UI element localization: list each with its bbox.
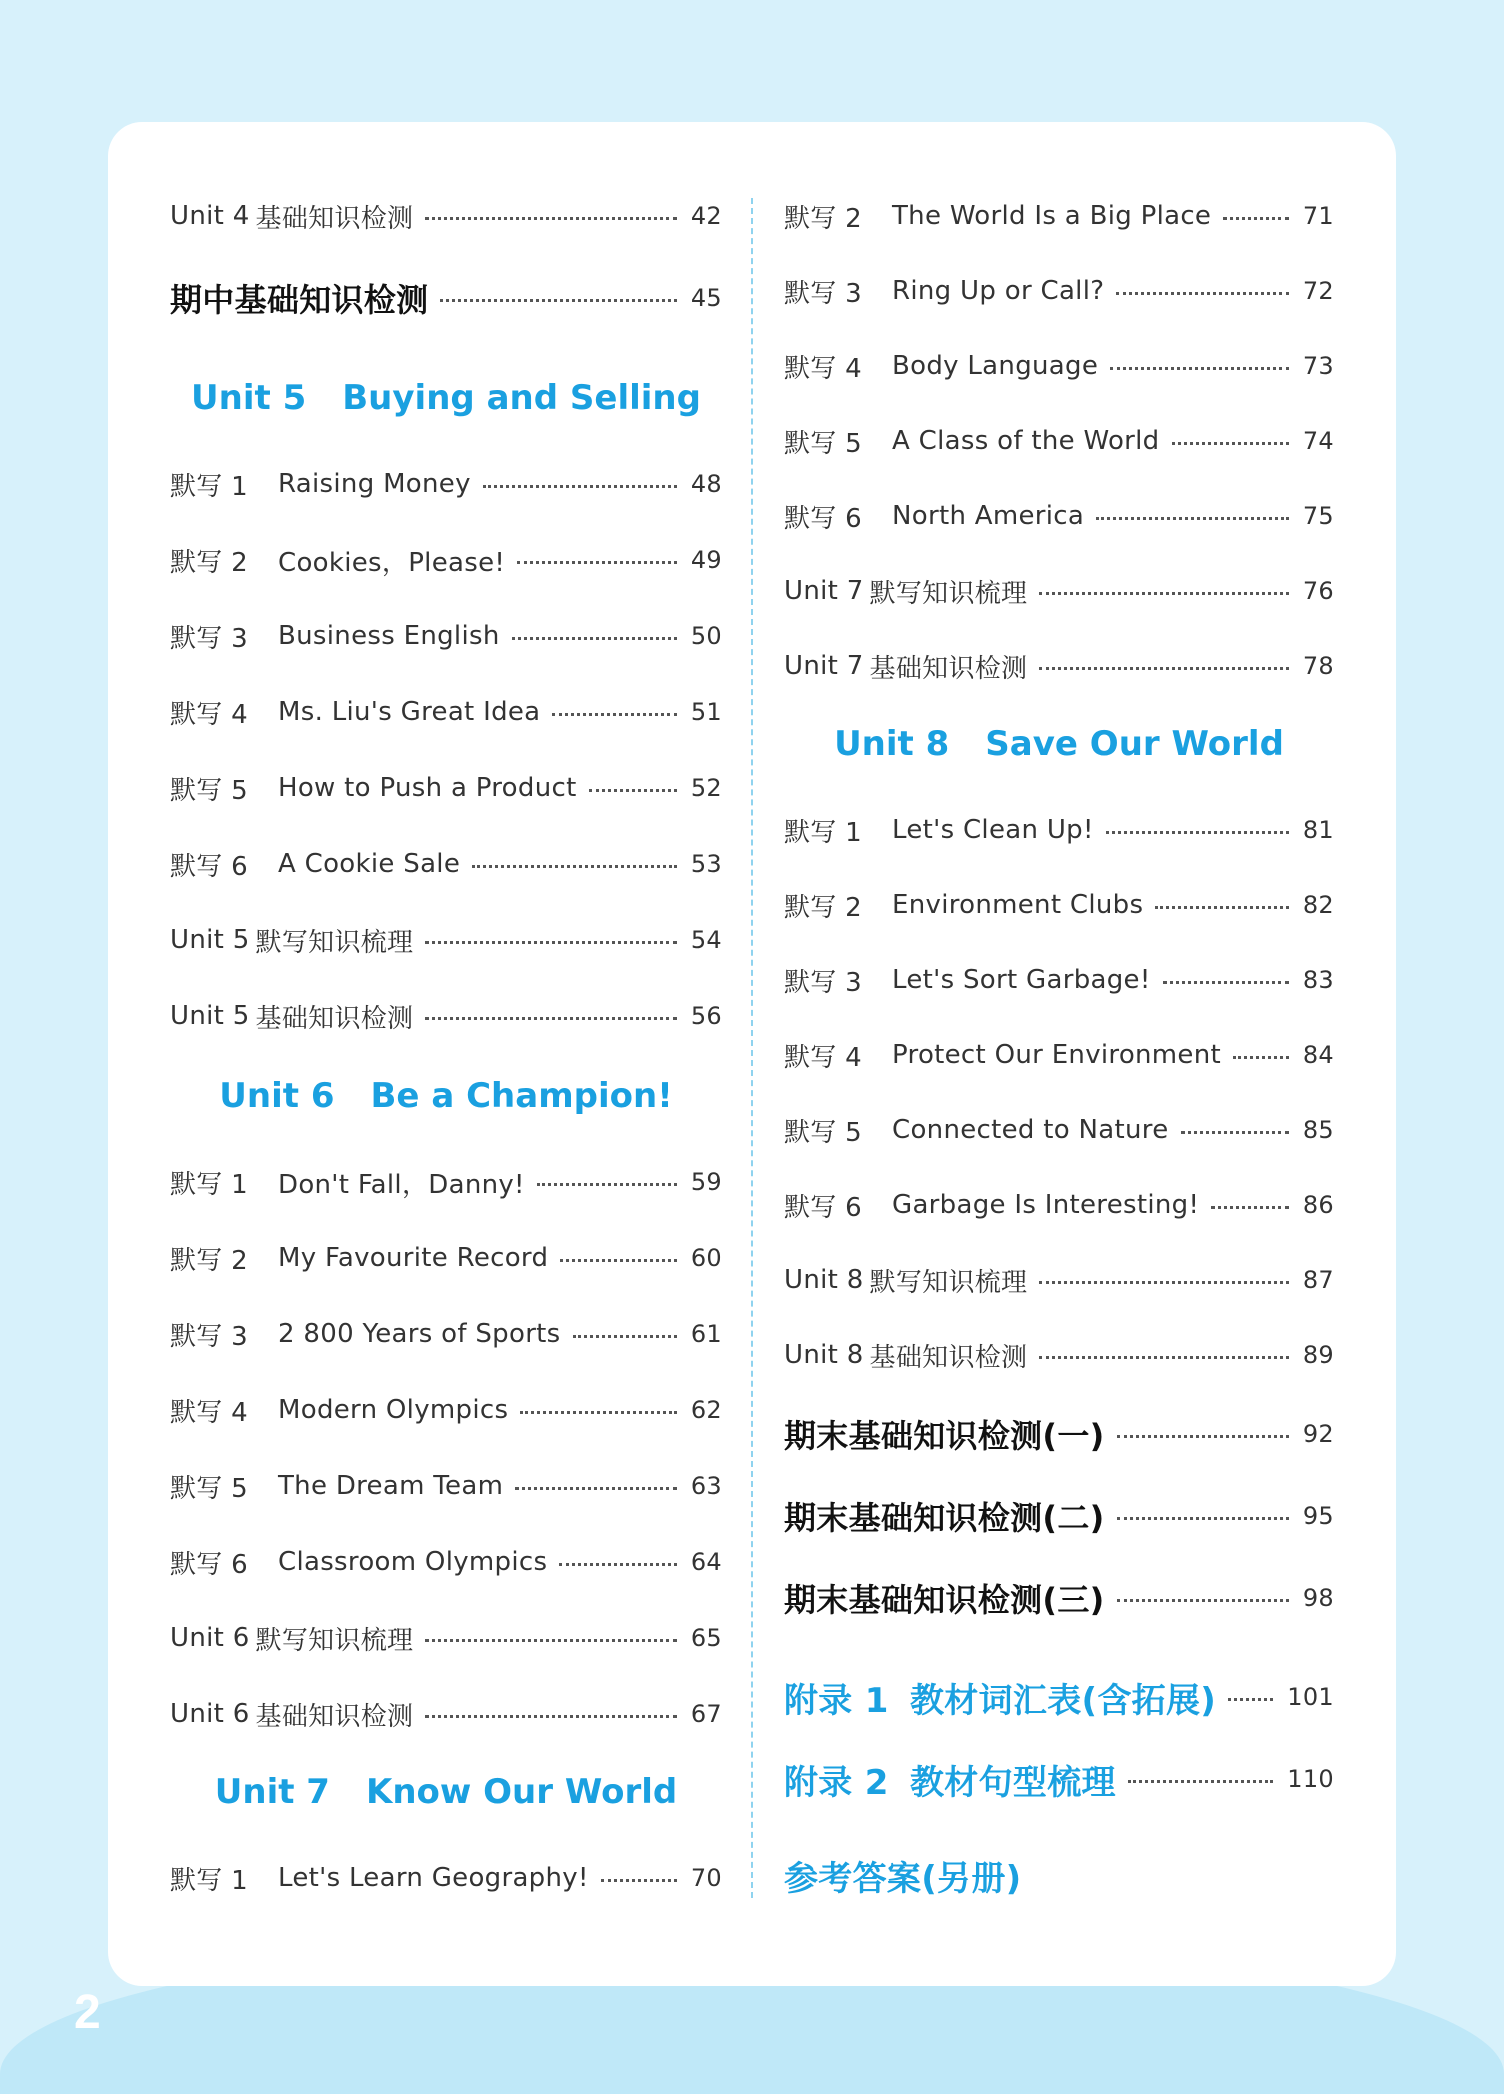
toc-entry-u5-l2[interactable] [170, 540, 722, 580]
entry-page: 101 [1287, 1683, 1334, 1711]
entry-page: 42 [690, 202, 722, 230]
leader-dots [1181, 1131, 1289, 1134]
entry-page: 63 [690, 1472, 722, 1500]
toc-entry-u8-l5[interactable] [784, 1110, 1334, 1150]
toc-entry-u6-l6[interactable] [170, 1542, 722, 1582]
entry-prefix: 默写 2 [170, 547, 249, 578]
toc-entry-u8-l2[interactable] [784, 885, 1334, 925]
heading-number: Unit 7 [214, 1772, 330, 1812]
toc-entry-midterm[interactable] [170, 276, 722, 320]
toc-entry-final-1[interactable] [784, 1412, 1334, 1456]
entry-prefix: 默写 5 [784, 428, 863, 459]
leader-dots [512, 637, 677, 640]
leader-dots [552, 713, 676, 716]
column-divider [751, 198, 753, 1898]
toc-entry-u7-review[interactable] [784, 571, 1334, 611]
toc-entry-u5-l4[interactable] [170, 692, 722, 732]
entry-prefix: 默写 3 [784, 967, 863, 998]
entry-prefix: Unit 6 [170, 1623, 250, 1653]
entry-prefix: Unit 7 [784, 576, 864, 606]
entry-title: North America [892, 501, 1085, 531]
leader-dots [573, 1335, 677, 1338]
entry-prefix: 默写 4 [170, 699, 249, 730]
heading-title: Know Our World [365, 1772, 678, 1812]
toc-entry-u7-l3[interactable] [784, 271, 1334, 311]
leader-dots [425, 1715, 677, 1718]
entry-title: 教材词汇表(含拓展) [910, 1680, 1217, 1721]
entry-prefix: 默写 3 [170, 1321, 249, 1352]
leader-dots [1116, 292, 1289, 295]
leader-dots [1110, 367, 1289, 370]
leader-dots [559, 1563, 677, 1566]
entry-title: Let's Sort Garbage! [892, 965, 1151, 995]
leader-dots [440, 299, 676, 302]
entry-title: Cookies，Please! [278, 547, 506, 578]
entry-page: 65 [690, 1624, 722, 1652]
entry-page: 70 [690, 1864, 722, 1892]
entry-page: 92 [1302, 1420, 1334, 1448]
entry-prefix: 默写 2 [784, 203, 863, 234]
leader-dots [1163, 981, 1289, 984]
entry-title: Don't Fall，Danny! [278, 1169, 525, 1200]
entry-title: A Class of the World [892, 426, 1160, 456]
entry-title: Raising Money [278, 469, 471, 499]
heading-number: Unit 6 [219, 1076, 335, 1116]
toc-entry-u8-l6[interactable] [784, 1185, 1334, 1225]
entry-title: 默写知识梳理 [255, 1625, 414, 1656]
toc-entry-u8-l4[interactable] [784, 1035, 1334, 1075]
entry-title: Protect Our Environment [892, 1040, 1222, 1070]
entry-page: 52 [690, 774, 722, 802]
leader-dots [425, 217, 677, 220]
entry-prefix: 附录 1 [784, 1680, 889, 1721]
entry-title: Body Language [892, 351, 1099, 381]
entry-prefix: 默写 6 [784, 503, 863, 534]
entry-page: 87 [1302, 1266, 1334, 1294]
section-heading-unit6 [170, 1076, 722, 1116]
entry-page: 48 [690, 470, 722, 498]
entry-title: 默写知识梳理 [255, 927, 414, 958]
entry-prefix: Unit 7 [784, 651, 864, 681]
entry-prefix: Unit 4 [170, 201, 250, 231]
leader-dots [520, 1411, 677, 1414]
entry-page: 49 [690, 546, 722, 574]
heading-title: Buying and Selling [342, 378, 701, 418]
leader-dots [425, 1017, 677, 1020]
entry-page: 82 [1302, 891, 1334, 919]
entry-title: 期中基础知识检测 [170, 281, 429, 319]
entry-title: Let's Clean Up! [892, 815, 1094, 845]
toc-entry-u8-test[interactable] [784, 1335, 1334, 1375]
leader-dots [1096, 517, 1289, 520]
heading-number: Unit 5 [191, 378, 307, 418]
leader-dots [589, 789, 677, 792]
entry-prefix: 默写 4 [784, 1042, 863, 1073]
entry-prefix: 默写 1 [170, 471, 249, 502]
heading-number: Unit 8 [834, 724, 950, 764]
toc-entry-u7-l5[interactable] [784, 421, 1334, 461]
heading-title: Save Our World [985, 724, 1284, 764]
entry-page: 76 [1302, 577, 1334, 605]
entry-page: 75 [1302, 502, 1334, 530]
entry-page: 67 [690, 1700, 722, 1728]
section-heading-unit5 [170, 378, 722, 418]
leader-dots [1128, 1780, 1273, 1783]
entry-page: 84 [1302, 1041, 1334, 1069]
leader-dots [1039, 667, 1289, 670]
entry-prefix: Unit 5 [170, 925, 250, 955]
leader-dots [1106, 831, 1289, 834]
entry-title: Classroom Olympics [278, 1547, 548, 1577]
entry-title: 期末基础知识检测(二) [784, 1499, 1105, 1537]
toc-entry-u7-l1[interactable] [170, 1858, 722, 1898]
entry-prefix: 默写 6 [784, 1192, 863, 1223]
toc-entry-u6-l2[interactable] [170, 1238, 722, 1278]
leader-dots [1039, 1281, 1289, 1284]
entry-prefix: 默写 1 [170, 1169, 249, 1200]
toc-entry-appendix-1[interactable] [784, 1674, 1334, 1720]
toc-entry-u5-l5[interactable] [170, 768, 722, 808]
leader-dots [483, 485, 677, 488]
toc-entry-u7-test[interactable] [784, 646, 1334, 686]
entry-title: The World Is a Big Place [892, 201, 1212, 231]
entry-prefix: 默写 1 [170, 1865, 249, 1896]
leader-dots [425, 1639, 677, 1642]
entry-title: Ms. Liu's Great Idea [278, 697, 541, 727]
toc-entry-u6-l1[interactable] [170, 1162, 722, 1202]
entry-prefix: 默写 2 [170, 1245, 249, 1276]
leader-dots [601, 1879, 677, 1882]
entry-title: Garbage Is Interesting! [892, 1190, 1200, 1220]
leader-dots [1155, 906, 1289, 909]
entry-page: 95 [1302, 1502, 1334, 1530]
entry-title: Business English [278, 621, 500, 651]
entry-page: 81 [1302, 816, 1334, 844]
entry-title: Modern Olympics [278, 1395, 509, 1425]
toc-entry-u5-l1[interactable] [170, 464, 722, 504]
toc-entry-final-2[interactable] [784, 1494, 1334, 1538]
entry-prefix: 默写 1 [784, 817, 863, 848]
entry-page: 110 [1287, 1765, 1334, 1793]
toc-entry-u7-l2[interactable] [784, 196, 1334, 236]
leader-dots [1211, 1206, 1289, 1209]
toc-entry-u7-l4[interactable] [784, 346, 1334, 386]
section-heading-unit7 [170, 1772, 722, 1812]
leader-dots [1039, 1356, 1289, 1359]
entry-title: My Favourite Record [278, 1243, 549, 1273]
entry-title: How to Push a Product [278, 773, 577, 803]
entry-page: 64 [690, 1548, 722, 1576]
entry-prefix: Unit 5 [170, 1001, 250, 1031]
toc-entry-u8-l3[interactable] [784, 960, 1334, 1000]
leader-dots [472, 865, 677, 868]
entry-page: 85 [1302, 1116, 1334, 1144]
entry-title: 2 800 Years of Sports [278, 1319, 561, 1349]
entry-title: 参考答案(另册) [784, 1858, 1022, 1899]
entry-page: 50 [690, 622, 722, 650]
toc-entry-u8-l1[interactable] [784, 810, 1334, 850]
entry-page: 71 [1302, 202, 1334, 230]
entry-page: 74 [1302, 427, 1334, 455]
heading-title: Be a Champion! [370, 1076, 673, 1116]
toc-entry-u5-l3[interactable] [170, 616, 722, 656]
entry-page: 61 [690, 1320, 722, 1348]
toc-entry-u6-test[interactable] [170, 1694, 722, 1734]
entry-title: 期末基础知识检测(一) [784, 1417, 1105, 1455]
leader-dots [425, 941, 677, 944]
entry-title: 默写知识梳理 [869, 578, 1028, 609]
entry-prefix: 默写 4 [784, 353, 863, 384]
entry-page: 51 [690, 698, 722, 726]
leader-dots [537, 1183, 677, 1186]
entry-title: Connected to Nature [892, 1115, 1169, 1145]
entry-title: 期末基础知识检测(三) [784, 1581, 1105, 1619]
toc-entry-u5-review[interactable] [170, 920, 722, 960]
entry-prefix: 默写 3 [784, 278, 863, 309]
toc-entry-appendix-2[interactable] [784, 1756, 1334, 1802]
leader-dots [1117, 1599, 1289, 1602]
entry-title: 默写知识梳理 [869, 1267, 1028, 1298]
entry-page: 72 [1302, 277, 1334, 305]
entry-page: 86 [1302, 1191, 1334, 1219]
toc-entry-u5-test[interactable] [170, 996, 722, 1036]
entry-title: 基础知识检测 [255, 1701, 414, 1732]
entry-title: 基础知识检测 [255, 203, 414, 234]
entry-prefix: Unit 8 [784, 1265, 864, 1295]
leader-dots [1117, 1517, 1289, 1520]
entry-page: 98 [1302, 1584, 1334, 1612]
entry-prefix: 默写 4 [170, 1397, 249, 1428]
entry-title: 基础知识检测 [255, 1003, 414, 1034]
leader-dots [560, 1259, 677, 1262]
entry-page: 78 [1302, 652, 1334, 680]
entry-title: Ring Up or Call? [892, 276, 1105, 306]
toc-entry-final-3[interactable] [784, 1576, 1334, 1620]
leader-dots [517, 561, 677, 564]
entry-prefix: 默写 5 [784, 1117, 863, 1148]
page-number: 2 [74, 1986, 101, 2039]
leader-dots [1228, 1698, 1273, 1701]
entry-title: The Dream Team [278, 1471, 504, 1501]
entry-title: 基础知识检测 [869, 653, 1028, 684]
entry-prefix: 默写 6 [170, 851, 249, 882]
entry-page: 54 [690, 926, 722, 954]
entry-page: 45 [690, 284, 722, 312]
entry-prefix: 默写 3 [170, 623, 249, 654]
entry-prefix: 默写 5 [170, 775, 249, 806]
entry-title: 基础知识检测 [869, 1342, 1028, 1373]
entry-title: A Cookie Sale [278, 849, 461, 879]
toc-entry-u8-review[interactable] [784, 1260, 1334, 1300]
entry-page: 60 [690, 1244, 722, 1272]
toc-entry-u5-l6[interactable] [170, 844, 722, 884]
toc-entry-u6-l5[interactable] [170, 1466, 722, 1506]
entry-page: 89 [1302, 1341, 1334, 1369]
entry-page: 62 [690, 1396, 722, 1424]
entry-page: 53 [690, 850, 722, 878]
entry-page: 83 [1302, 966, 1334, 994]
leader-dots [1223, 217, 1289, 220]
entry-prefix: 附录 2 [784, 1762, 889, 1803]
leader-dots [515, 1487, 677, 1490]
entry-page: 56 [690, 1002, 722, 1030]
entry-prefix: 默写 6 [170, 1549, 249, 1580]
toc-entry-u6-l4[interactable] [170, 1390, 722, 1430]
toc-entry-unit4-test[interactable] [170, 196, 722, 236]
toc-entry-u6-l3[interactable] [170, 1314, 722, 1354]
section-heading-unit8 [784, 724, 1334, 764]
entry-page: 73 [1302, 352, 1334, 380]
entry-prefix: 默写 5 [170, 1473, 249, 1504]
leader-dots [1117, 1435, 1289, 1438]
toc-entry-answers[interactable] [784, 1852, 1334, 1898]
entry-title: Environment Clubs [892, 890, 1144, 920]
entry-title: 教材句型梳理 [910, 1762, 1116, 1803]
entry-prefix: Unit 8 [784, 1340, 864, 1370]
toc-entry-u6-review[interactable] [170, 1618, 722, 1658]
leader-dots [1233, 1056, 1289, 1059]
entry-prefix: Unit 6 [170, 1699, 250, 1729]
entry-title: Let's Learn Geography! [278, 1863, 589, 1893]
toc-entry-u7-l6[interactable] [784, 496, 1334, 536]
leader-dots [1172, 442, 1289, 445]
entry-prefix: 默写 2 [784, 892, 863, 923]
leader-dots [1039, 592, 1289, 595]
entry-page: 59 [690, 1168, 722, 1196]
